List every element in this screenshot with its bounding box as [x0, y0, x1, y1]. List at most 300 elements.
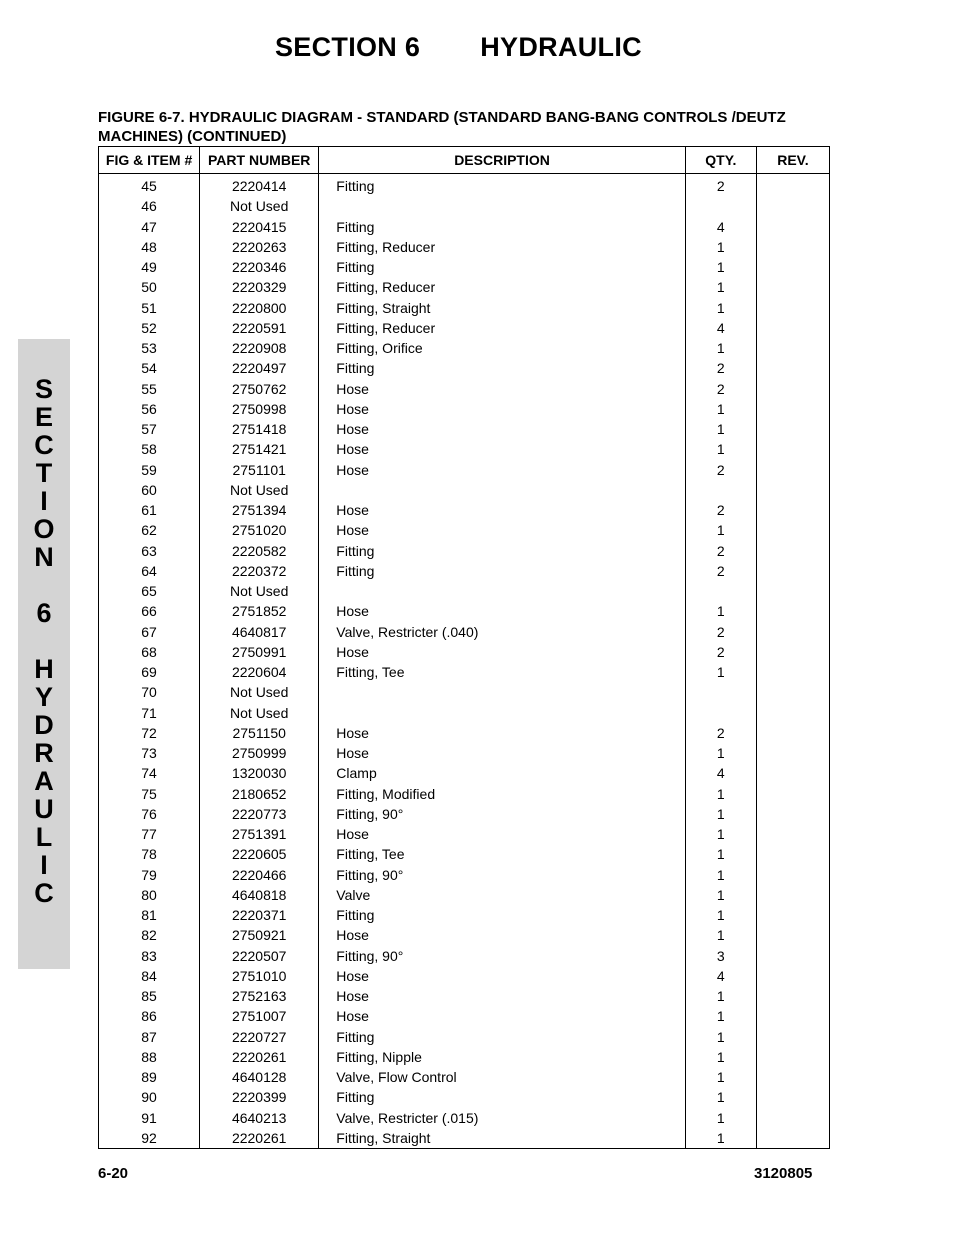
qty-cell: 2 [685, 358, 756, 378]
part-number-cell: 2220329 [200, 277, 319, 297]
side-tab-letter: A [34, 766, 54, 796]
qty-cell: 2 [685, 460, 756, 480]
rev-cell [756, 763, 829, 783]
table-row [99, 500, 830, 520]
fig-item-cell: 81 [99, 905, 200, 925]
description-cell: Fitting, Reducer [319, 237, 686, 257]
rev-cell [756, 1108, 829, 1128]
part-number-cell: 2751007 [200, 1006, 319, 1026]
qty-cell: 1 [685, 1067, 756, 1087]
part-number-cell: 2220372 [200, 561, 319, 581]
rev-cell [756, 601, 829, 621]
fig-item-cell: 64 [99, 561, 200, 581]
part-number-cell: 2220727 [200, 1027, 319, 1047]
rev-cell [756, 399, 829, 419]
section-side-tab [18, 339, 70, 969]
table-row [99, 905, 830, 925]
table-row [99, 723, 830, 743]
part-number-cell: 1320030 [200, 763, 319, 783]
fig-item-cell: 61 [99, 500, 200, 520]
fig-item-cell: 57 [99, 419, 200, 439]
rev-cell [756, 338, 829, 358]
part-number-cell: 2220604 [200, 662, 319, 682]
rev-cell [756, 439, 829, 459]
description-cell [319, 682, 686, 702]
rev-cell [756, 905, 829, 925]
qty-cell: 2 [685, 174, 756, 197]
figure-title: FIGURE 6-7. HYDRAULIC DIAGRAM - STANDARD (STANDARD BANG-BANG CONTROLS /DEUTZ MACHINES) (CONTINUED) [98, 109, 786, 145]
rev-cell [756, 174, 829, 197]
description-cell [319, 703, 686, 723]
fig-item-cell: 74 [99, 763, 200, 783]
description-cell: Hose [319, 419, 686, 439]
description-cell: Valve, Restricter (.040) [319, 622, 686, 642]
rev-cell [756, 1067, 829, 1087]
fig-item-cell: 56 [99, 399, 200, 419]
qty-cell [685, 196, 756, 216]
rev-cell [756, 642, 829, 662]
fig-item-cell: 59 [99, 460, 200, 480]
fig-item-cell: 54 [99, 358, 200, 378]
description-cell: Fitting [319, 358, 686, 378]
part-number-cell: 2220263 [200, 237, 319, 257]
rev-cell [756, 581, 829, 601]
table-row [99, 1108, 830, 1128]
qty-cell: 2 [685, 642, 756, 662]
description-cell: Fitting [319, 1027, 686, 1047]
rev-cell [756, 1027, 829, 1047]
rev-cell [756, 298, 829, 318]
qty-cell: 1 [685, 520, 756, 540]
part-number-cell: 2220261 [200, 1128, 319, 1149]
fig-item-cell: 47 [99, 217, 200, 237]
qty-cell [685, 703, 756, 723]
qty-cell: 1 [685, 784, 756, 804]
qty-cell: 1 [685, 237, 756, 257]
qty-cell [685, 581, 756, 601]
col-header-part-number: PART NUMBER [200, 147, 319, 174]
qty-cell: 1 [685, 1027, 756, 1047]
part-number-cell: 2751852 [200, 601, 319, 621]
col-header-rev: REV. [756, 147, 829, 174]
qty-cell: 1 [685, 986, 756, 1006]
part-number-cell: 2751391 [200, 824, 319, 844]
description-cell: Hose [319, 723, 686, 743]
table-row [99, 784, 830, 804]
part-number-cell: 2220261 [200, 1047, 319, 1067]
rev-cell [756, 460, 829, 480]
fig-item-cell: 91 [99, 1108, 200, 1128]
description-cell: Clamp [319, 763, 686, 783]
fig-item-cell: 68 [99, 642, 200, 662]
parts-table-body [99, 174, 830, 1149]
side-tab-letter: N [34, 542, 54, 572]
table-row [99, 419, 830, 439]
part-number-cell: 2752163 [200, 986, 319, 1006]
part-number-cell: Not Used [200, 703, 319, 723]
description-cell: Hose [319, 1006, 686, 1026]
description-cell: Fitting, Reducer [319, 318, 686, 338]
table-row [99, 399, 830, 419]
table-row [99, 358, 830, 378]
fig-item-cell: 78 [99, 844, 200, 864]
fig-item-cell: 52 [99, 318, 200, 338]
side-tab-letter: E [34, 402, 53, 432]
part-number-cell: 2750921 [200, 925, 319, 945]
table-row [99, 743, 830, 763]
part-number-cell: 2220415 [200, 217, 319, 237]
description-cell [319, 196, 686, 216]
qty-cell: 1 [685, 925, 756, 945]
qty-cell: 2 [685, 500, 756, 520]
part-number-cell: 2751421 [200, 439, 319, 459]
rev-cell [756, 804, 829, 824]
part-number-cell: 4640817 [200, 622, 319, 642]
side-tab-letter: L [35, 822, 53, 852]
qty-cell: 1 [685, 277, 756, 297]
table-row [99, 824, 830, 844]
qty-cell: 1 [685, 865, 756, 885]
qty-cell: 1 [685, 338, 756, 358]
fig-item-cell: 72 [99, 723, 200, 743]
rev-cell [756, 682, 829, 702]
qty-cell: 2 [685, 541, 756, 561]
part-number-cell: Not Used [200, 682, 319, 702]
part-number-cell: 2750991 [200, 642, 319, 662]
fig-item-cell: 77 [99, 824, 200, 844]
table-row [99, 338, 830, 358]
fig-item-cell: 73 [99, 743, 200, 763]
description-cell: Fitting, Modified [319, 784, 686, 804]
table-row [99, 460, 830, 480]
fig-item-cell: 51 [99, 298, 200, 318]
description-cell: Fitting, Nipple [319, 1047, 686, 1067]
table-row [99, 946, 830, 966]
qty-cell: 1 [685, 1006, 756, 1026]
rev-cell [756, 743, 829, 763]
description-cell [319, 581, 686, 601]
qty-cell: 1 [685, 1047, 756, 1067]
qty-cell: 1 [685, 439, 756, 459]
rev-cell [756, 237, 829, 257]
side-tab-letter: D [34, 710, 54, 740]
description-cell: Fitting, Tee [319, 662, 686, 682]
part-number-cell: 2220582 [200, 541, 319, 561]
table-row [99, 257, 830, 277]
qty-cell: 2 [685, 622, 756, 642]
description-cell: Hose [319, 399, 686, 419]
col-header-description: DESCRIPTION [319, 147, 686, 174]
side-tab-letter: I [40, 850, 48, 880]
description-cell: Hose [319, 439, 686, 459]
description-cell: Hose [319, 500, 686, 520]
parts-table [98, 146, 830, 1149]
description-cell: Fitting, Straight [319, 1128, 686, 1149]
part-number-cell: 2751418 [200, 419, 319, 439]
rev-cell [756, 520, 829, 540]
table-row [99, 480, 830, 500]
part-number-cell: 2220507 [200, 946, 319, 966]
table-header-row [99, 147, 830, 174]
part-number-cell: 2220605 [200, 844, 319, 864]
description-cell: Hose [319, 824, 686, 844]
fig-item-cell: 70 [99, 682, 200, 702]
description-cell: Hose [319, 520, 686, 540]
rev-cell [756, 541, 829, 561]
description-cell: Fitting, Orifice [319, 338, 686, 358]
description-cell: Fitting, Reducer [319, 277, 686, 297]
description-cell: Hose [319, 966, 686, 986]
fig-item-cell: 58 [99, 439, 200, 459]
description-cell: Fitting [319, 541, 686, 561]
fig-item-cell: 76 [99, 804, 200, 824]
rev-cell [756, 946, 829, 966]
part-number-cell: 2220399 [200, 1087, 319, 1107]
rev-cell [756, 986, 829, 1006]
rev-cell [756, 622, 829, 642]
part-number-cell: 2220591 [200, 318, 319, 338]
table-row [99, 1067, 830, 1087]
table-row [99, 966, 830, 986]
qty-cell [685, 480, 756, 500]
part-number-cell: 2220371 [200, 905, 319, 925]
part-number-cell: 2220773 [200, 804, 319, 824]
section-number: SECTION 6 [275, 32, 421, 62]
part-number-cell: 2751394 [200, 500, 319, 520]
fig-item-cell: 89 [99, 1067, 200, 1087]
fig-item-cell: 66 [99, 601, 200, 621]
rev-cell [756, 358, 829, 378]
qty-cell: 1 [685, 743, 756, 763]
fig-item-cell: 82 [99, 925, 200, 945]
page-number: 6-20 [98, 1165, 129, 1182]
description-cell: Fitting [319, 905, 686, 925]
table-row [99, 1047, 830, 1067]
rev-cell [756, 379, 829, 399]
fig-item-cell: 60 [99, 480, 200, 500]
qty-cell: 1 [685, 419, 756, 439]
description-cell: Fitting [319, 217, 686, 237]
qty-cell: 1 [685, 1087, 756, 1107]
qty-cell: 4 [685, 966, 756, 986]
description-cell: Fitting [319, 257, 686, 277]
part-number-cell: 2220800 [200, 298, 319, 318]
qty-cell: 1 [685, 905, 756, 925]
rev-cell [756, 1087, 829, 1107]
table-row [99, 865, 830, 885]
qty-cell: 1 [685, 824, 756, 844]
side-tab-letters [18, 375, 70, 907]
table-row [99, 439, 830, 459]
fig-item-cell: 79 [99, 865, 200, 885]
rev-cell [756, 561, 829, 581]
qty-cell: 1 [685, 662, 756, 682]
part-number-cell: Not Used [200, 480, 319, 500]
part-number-cell: 2220908 [200, 338, 319, 358]
table-row [99, 804, 830, 824]
table-row [99, 1128, 830, 1149]
table-row [99, 277, 830, 297]
rev-cell [756, 966, 829, 986]
side-tab-letter: R [34, 738, 54, 768]
part-number-cell: 2750999 [200, 743, 319, 763]
fig-item-cell: 55 [99, 379, 200, 399]
side-tab-letter: 6 [36, 598, 52, 628]
part-number-cell: 2751101 [200, 460, 319, 480]
fig-item-cell: 86 [99, 1006, 200, 1026]
col-header-qty: QTY. [685, 147, 756, 174]
fig-item-cell: 92 [99, 1128, 200, 1149]
description-cell: Fitting [319, 1087, 686, 1107]
description-cell: Hose [319, 379, 686, 399]
fig-item-cell: 83 [99, 946, 200, 966]
part-number-cell: 2220466 [200, 865, 319, 885]
fig-item-cell: 84 [99, 966, 200, 986]
description-cell: Hose [319, 601, 686, 621]
table-row [99, 682, 830, 702]
table-row [99, 237, 830, 257]
qty-cell: 1 [685, 1108, 756, 1128]
description-cell: Valve, Flow Control [319, 1067, 686, 1087]
rev-cell [756, 318, 829, 338]
part-number-cell: 2220497 [200, 358, 319, 378]
table-row [99, 561, 830, 581]
fig-item-cell: 85 [99, 986, 200, 1006]
table-row [99, 642, 830, 662]
rev-cell [756, 703, 829, 723]
qty-cell: 4 [685, 217, 756, 237]
table-row [99, 1087, 830, 1107]
rev-cell [756, 824, 829, 844]
description-cell: Hose [319, 642, 686, 662]
fig-item-cell: 49 [99, 257, 200, 277]
rev-cell [756, 257, 829, 277]
fig-item-cell: 46 [99, 196, 200, 216]
description-cell: Fitting, 90° [319, 946, 686, 966]
side-tab-letter: H [34, 654, 54, 684]
table-row [99, 298, 830, 318]
fig-item-cell: 45 [99, 174, 200, 197]
part-number-cell: 4640213 [200, 1108, 319, 1128]
qty-cell: 3 [685, 946, 756, 966]
table-row [99, 541, 830, 561]
part-number-cell: 2750998 [200, 399, 319, 419]
side-tab-letter: O [33, 514, 55, 544]
table-row [99, 217, 830, 237]
description-cell: Fitting, 90° [319, 804, 686, 824]
part-number-cell: 2220346 [200, 257, 319, 277]
qty-cell: 1 [685, 804, 756, 824]
part-number-cell: 2751010 [200, 966, 319, 986]
part-number-cell: 2751020 [200, 520, 319, 540]
rev-cell [756, 885, 829, 905]
description-cell: Fitting [319, 561, 686, 581]
description-cell: Fitting, Tee [319, 844, 686, 864]
qty-cell: 1 [685, 844, 756, 864]
rev-cell [756, 480, 829, 500]
table-row [99, 662, 830, 682]
col-header-fig-item: FIG & ITEM # [99, 147, 200, 174]
table-row [99, 885, 830, 905]
description-cell: Fitting, 90° [319, 865, 686, 885]
rev-cell [756, 844, 829, 864]
rev-cell [756, 865, 829, 885]
description-cell [319, 480, 686, 500]
description-cell: Hose [319, 743, 686, 763]
table-row [99, 196, 830, 216]
part-number-cell: 2751150 [200, 723, 319, 743]
fig-item-cell: 75 [99, 784, 200, 804]
qty-cell: 2 [685, 561, 756, 581]
fig-item-cell: 88 [99, 1047, 200, 1067]
table-row [99, 379, 830, 399]
fig-item-cell: 69 [99, 662, 200, 682]
table-row [99, 763, 830, 783]
part-number-cell: Not Used [200, 196, 319, 216]
fig-item-cell: 63 [99, 541, 200, 561]
table-row [99, 703, 830, 723]
table-row [99, 520, 830, 540]
rev-cell [756, 1047, 829, 1067]
rev-cell [756, 925, 829, 945]
qty-cell: 2 [685, 379, 756, 399]
section-title: HYDRAULIC [480, 32, 642, 62]
part-number-cell: 2750762 [200, 379, 319, 399]
rev-cell [756, 217, 829, 237]
description-cell: Fitting [319, 174, 686, 197]
fig-item-cell: 87 [99, 1027, 200, 1047]
rev-cell [756, 784, 829, 804]
qty-cell: 1 [685, 399, 756, 419]
qty-cell: 1 [685, 298, 756, 318]
side-tab-letter: Y [34, 682, 53, 712]
qty-cell: 2 [685, 723, 756, 743]
description-cell: Hose [319, 460, 686, 480]
description-cell: Hose [319, 925, 686, 945]
rev-cell [756, 662, 829, 682]
fig-item-cell: 67 [99, 622, 200, 642]
side-tab-letter: U [34, 794, 54, 824]
side-tab-letter: I [40, 486, 48, 516]
rev-cell [756, 1128, 829, 1149]
rev-cell [756, 723, 829, 743]
part-number-cell: 2220414 [200, 174, 319, 197]
fig-item-cell: 48 [99, 237, 200, 257]
description-cell: Hose [319, 986, 686, 1006]
table-row [99, 986, 830, 1006]
side-tab-letter: T [35, 458, 53, 488]
rev-cell [756, 500, 829, 520]
side-tab-letter: C [34, 878, 54, 908]
side-tab-letter: S [34, 374, 53, 404]
section-header [275, 32, 642, 63]
qty-cell: 1 [685, 885, 756, 905]
fig-item-cell: 53 [99, 338, 200, 358]
rev-cell [756, 196, 829, 216]
table-row [99, 1006, 830, 1026]
fig-item-cell: 65 [99, 581, 200, 601]
qty-cell: 4 [685, 318, 756, 338]
description-cell: Valve, Restricter (.015) [319, 1108, 686, 1128]
qty-cell: 4 [685, 763, 756, 783]
qty-cell [685, 682, 756, 702]
qty-cell: 1 [685, 1128, 756, 1149]
description-cell: Fitting, Straight [319, 298, 686, 318]
table-row [99, 318, 830, 338]
fig-item-cell: 80 [99, 885, 200, 905]
part-number-cell: 4640818 [200, 885, 319, 905]
qty-cell: 1 [685, 601, 756, 621]
